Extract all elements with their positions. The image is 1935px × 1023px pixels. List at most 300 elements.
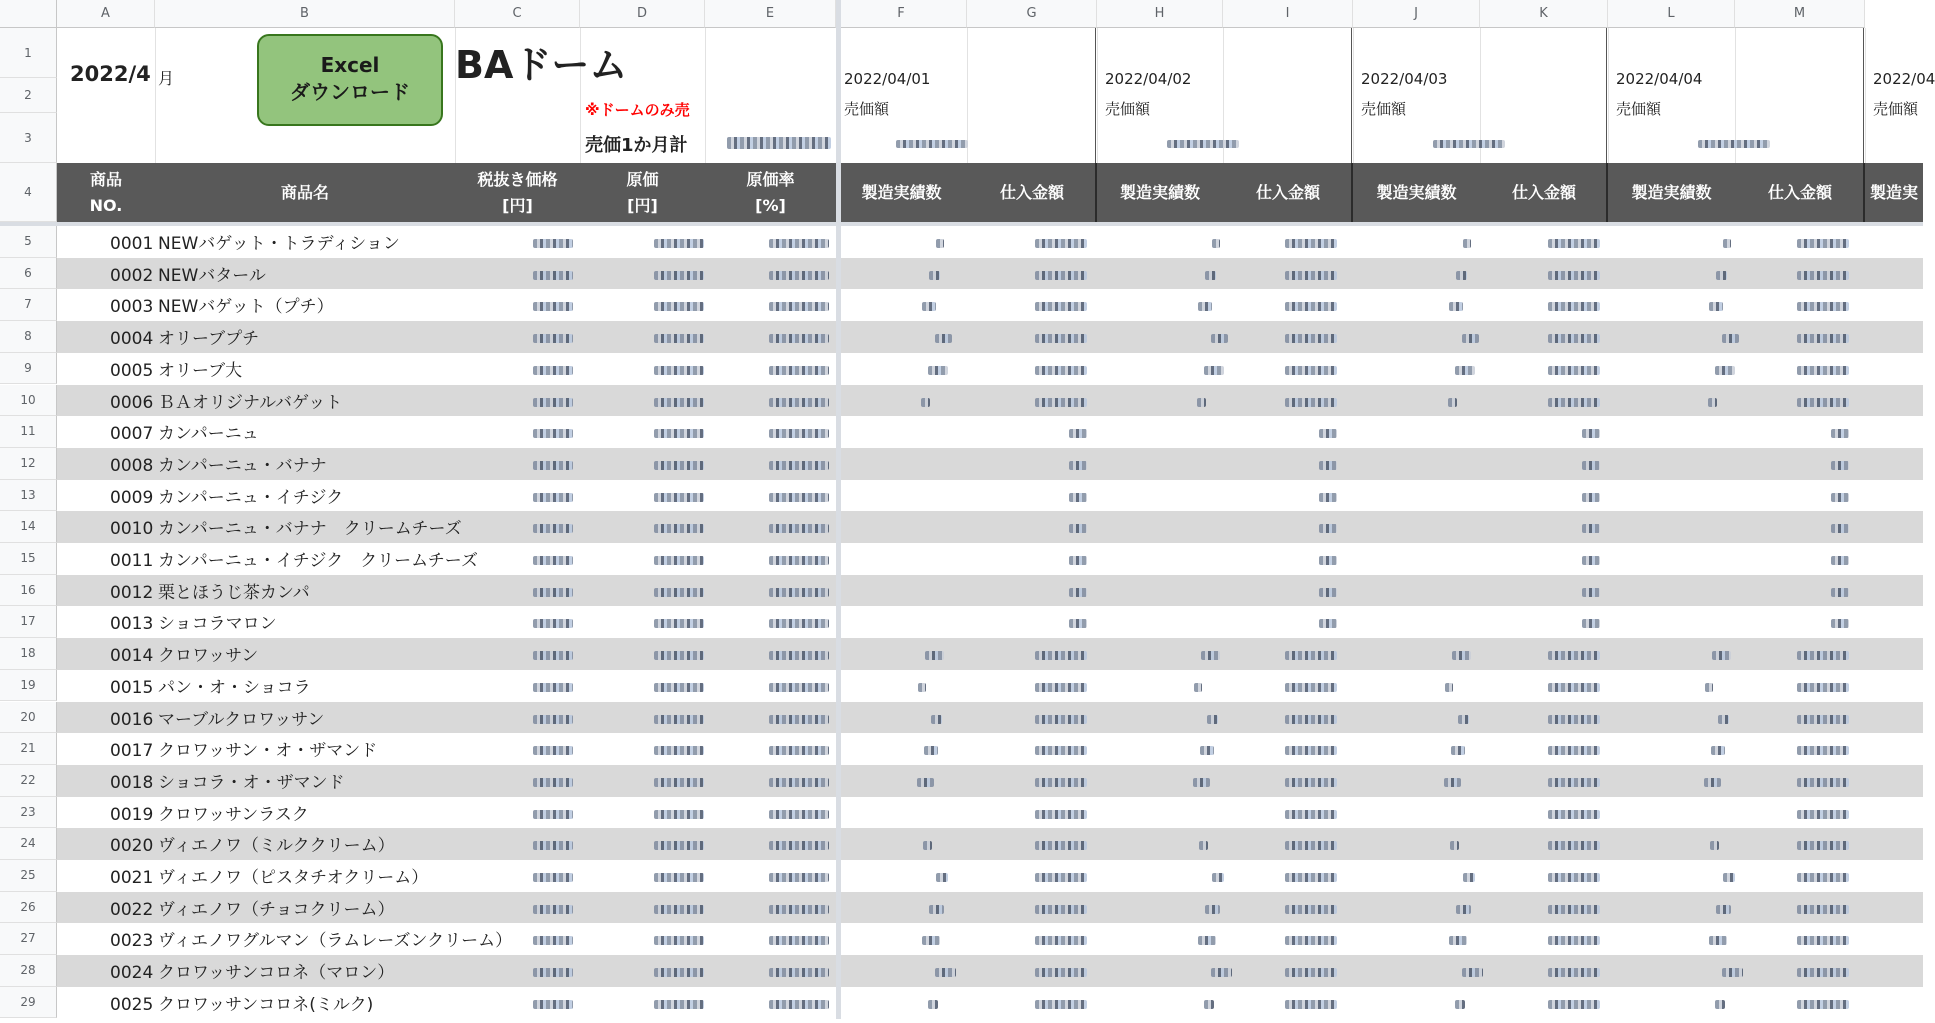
purchase-amount-value[interactable] xyxy=(1035,1000,1087,1009)
product-no[interactable]: 0013 xyxy=(110,614,154,635)
table-row[interactable] xyxy=(57,416,1923,448)
product-name[interactable]: クロワッサンラスク xyxy=(158,804,309,825)
table-row[interactable] xyxy=(57,923,1923,955)
purchase-amount-value[interactable] xyxy=(1797,398,1849,407)
purchase-amount-value[interactable] xyxy=(1797,239,1849,248)
cost-rate-value[interactable] xyxy=(769,334,829,343)
column-header-L[interactable]: L xyxy=(1608,0,1735,28)
cost-rate-value[interactable] xyxy=(769,1000,829,1009)
day-date[interactable]: 2022/04/02 xyxy=(1105,70,1192,88)
purchase-amount-value[interactable] xyxy=(1035,746,1087,755)
product-name[interactable]: マーブルクロワッサン xyxy=(158,709,325,730)
purchase-amount-value[interactable] xyxy=(1582,556,1600,565)
cost-rate-value[interactable] xyxy=(769,683,829,692)
purchase-amount-value[interactable] xyxy=(1285,271,1337,280)
purchase-amount-value[interactable] xyxy=(1285,239,1337,248)
row-header-3[interactable]: 3 xyxy=(0,113,57,163)
product-name[interactable]: NEWバゲット・トラディション xyxy=(158,234,400,254)
product-no[interactable]: 0007 xyxy=(110,424,154,445)
product-no[interactable]: 0023 xyxy=(110,931,154,952)
table-row[interactable] xyxy=(57,670,1923,702)
purchase-amount-value[interactable] xyxy=(1548,651,1600,660)
cost-value[interactable] xyxy=(654,302,704,311)
purchase-amount-value[interactable] xyxy=(1548,302,1600,311)
purchase-amount-value[interactable] xyxy=(1035,968,1087,977)
price-value[interactable] xyxy=(533,398,573,407)
row-header-2[interactable]: 2 xyxy=(0,78,57,113)
production-count-value[interactable] xyxy=(925,651,944,660)
column-header-I[interactable]: I xyxy=(1223,0,1353,28)
production-count-value[interactable] xyxy=(1723,239,1731,248)
purchase-amount-value[interactable] xyxy=(1285,905,1337,914)
product-no[interactable]: 0014 xyxy=(110,646,154,667)
cost-rate-value[interactable] xyxy=(769,429,829,438)
cost-rate-value[interactable] xyxy=(769,239,829,248)
price-value[interactable] xyxy=(533,239,573,248)
row-header-11[interactable]: 11 xyxy=(0,416,57,448)
row-header-22[interactable]: 22 xyxy=(0,765,57,797)
product-name[interactable]: ショコラマロン xyxy=(158,614,277,635)
purchase-amount-value[interactable] xyxy=(1035,271,1087,280)
production-count-value[interactable] xyxy=(918,683,926,692)
purchase-amount-value[interactable] xyxy=(1069,524,1087,533)
purchase-amount-value[interactable] xyxy=(1285,841,1337,850)
table-row[interactable] xyxy=(57,480,1923,512)
table-row[interactable] xyxy=(57,733,1923,765)
cost-rate-value[interactable] xyxy=(769,398,829,407)
row-header-7[interactable]: 7 xyxy=(0,289,57,321)
product-name[interactable]: クロワッサン・オ・ザマンド xyxy=(158,741,378,762)
row-header-21[interactable]: 21 xyxy=(0,733,57,765)
purchase-amount-value[interactable] xyxy=(1285,366,1337,375)
table-row[interactable] xyxy=(57,828,1923,860)
product-no[interactable]: 0019 xyxy=(110,804,154,825)
cost-value[interactable] xyxy=(654,524,704,533)
production-count-value[interactable] xyxy=(1205,905,1220,914)
frozen-row-divider[interactable] xyxy=(0,222,1923,226)
table-row[interactable] xyxy=(57,606,1923,638)
product-name[interactable]: ショコラ・オ・ザマンド xyxy=(158,772,345,793)
purchase-amount-value[interactable] xyxy=(1285,810,1337,819)
product-no[interactable]: 0004 xyxy=(110,329,154,350)
purchase-amount-value[interactable] xyxy=(1548,334,1600,343)
cost-rate-value[interactable] xyxy=(769,271,829,280)
price-value[interactable] xyxy=(533,873,573,882)
product-no[interactable]: 0002 xyxy=(110,265,154,286)
production-count-value[interactable] xyxy=(1194,683,1202,692)
purchase-amount-value[interactable] xyxy=(1797,905,1849,914)
product-name[interactable]: ヴィエノワ（チョコクリーム） xyxy=(158,899,395,920)
purchase-amount-value[interactable] xyxy=(1548,778,1600,787)
purchase-amount-value[interactable] xyxy=(1035,398,1087,407)
purchase-amount-value[interactable] xyxy=(1319,493,1337,502)
cost-rate-value[interactable] xyxy=(769,651,829,660)
cost-value[interactable] xyxy=(654,746,704,755)
price-value[interactable] xyxy=(533,651,573,660)
production-count-value[interactable] xyxy=(1456,905,1471,914)
row-header-20[interactable]: 20 xyxy=(0,702,57,734)
column-header-E[interactable]: E xyxy=(705,0,836,28)
cost-rate-value[interactable] xyxy=(769,493,829,502)
purchase-amount-value[interactable] xyxy=(1035,841,1087,850)
production-count-value[interactable] xyxy=(1722,334,1739,343)
product-name[interactable]: カンパーニュ xyxy=(158,424,259,445)
purchase-amount-value[interactable] xyxy=(1548,810,1600,819)
cost-rate-value[interactable] xyxy=(769,524,829,533)
production-count-value[interactable] xyxy=(1463,239,1471,248)
price-value[interactable] xyxy=(533,683,573,692)
purchase-amount-value[interactable] xyxy=(1797,715,1849,724)
cost-value[interactable] xyxy=(654,715,704,724)
production-count-value[interactable] xyxy=(1723,873,1735,882)
production-count-value[interactable] xyxy=(1207,715,1218,724)
cost-rate-value[interactable] xyxy=(769,905,829,914)
purchase-amount-value[interactable] xyxy=(1797,810,1849,819)
product-name[interactable]: カンパーニュ・イチジク クリームチーズ xyxy=(158,551,478,571)
purchase-amount-value[interactable] xyxy=(1548,239,1600,248)
price-value[interactable] xyxy=(533,841,573,850)
purchase-amount-value[interactable] xyxy=(1831,524,1849,533)
price-value[interactable] xyxy=(533,429,573,438)
production-count-value[interactable] xyxy=(1449,302,1463,311)
purchase-amount-value[interactable] xyxy=(1285,651,1337,660)
production-count-value[interactable] xyxy=(1445,683,1453,692)
purchase-amount-value[interactable] xyxy=(1548,271,1600,280)
purchase-amount-value[interactable] xyxy=(1831,619,1849,628)
product-name[interactable]: ヴィエノワグルマン（ラムレーズンクリーム） xyxy=(158,931,513,952)
production-count-value[interactable] xyxy=(923,841,932,850)
product-name[interactable]: NEWバタール xyxy=(158,265,266,286)
production-count-value[interactable] xyxy=(928,366,948,375)
column-header-F[interactable]: F xyxy=(836,0,967,28)
cost-rate-value[interactable] xyxy=(769,968,829,977)
cost-value[interactable] xyxy=(654,778,704,787)
price-value[interactable] xyxy=(533,778,573,787)
product-no[interactable]: 0008 xyxy=(110,455,154,476)
price-value[interactable] xyxy=(533,746,573,755)
cost-value[interactable] xyxy=(654,1000,704,1009)
production-count-value[interactable] xyxy=(1710,841,1719,850)
product-no[interactable]: 0012 xyxy=(110,582,154,603)
purchase-amount-value[interactable] xyxy=(1831,461,1849,470)
row-header-13[interactable]: 13 xyxy=(0,480,57,512)
day-date[interactable]: 2022/04/01 xyxy=(844,70,931,88)
purchase-amount-value[interactable] xyxy=(1797,366,1849,375)
purchase-amount-value[interactable] xyxy=(1285,683,1337,692)
row-header-19[interactable]: 19 xyxy=(0,670,57,702)
cost-value[interactable] xyxy=(654,905,704,914)
product-name[interactable]: ＢＡオリジナルバゲット xyxy=(158,392,343,413)
price-value[interactable] xyxy=(533,493,573,502)
price-value[interactable] xyxy=(533,366,573,375)
row-header-17[interactable]: 17 xyxy=(0,606,57,638)
production-count-value[interactable] xyxy=(931,715,942,724)
production-count-value[interactable] xyxy=(1211,334,1228,343)
production-count-value[interactable] xyxy=(1444,778,1461,787)
purchase-amount-value[interactable] xyxy=(1831,588,1849,597)
purchase-amount-value[interactable] xyxy=(1285,873,1337,882)
cost-rate-value[interactable] xyxy=(769,588,829,597)
production-count-value[interactable] xyxy=(1455,1000,1465,1009)
cost-value[interactable] xyxy=(654,619,704,628)
product-name[interactable]: クロワッサンコロネ（マロン） xyxy=(158,963,395,984)
column-header-B[interactable]: B xyxy=(155,0,455,28)
product-name[interactable]: カンパーニュ・バナナ xyxy=(158,455,327,476)
product-no[interactable]: 0015 xyxy=(110,677,154,698)
product-no[interactable]: 0006 xyxy=(110,392,154,413)
product-name[interactable]: 栗とほうじ茶カンパ xyxy=(158,582,310,603)
select-all-corner[interactable] xyxy=(0,0,57,28)
purchase-amount-value[interactable] xyxy=(1319,619,1337,628)
price-value[interactable] xyxy=(533,905,573,914)
purchase-amount-value[interactable] xyxy=(1582,619,1600,628)
price-value[interactable] xyxy=(533,810,573,819)
purchase-amount-value[interactable] xyxy=(1319,461,1337,470)
purchase-amount-value[interactable] xyxy=(1069,619,1087,628)
frozen-column-divider[interactable] xyxy=(836,0,841,1019)
purchase-amount-value[interactable] xyxy=(1319,429,1337,438)
purchase-amount-value[interactable] xyxy=(1069,493,1087,502)
production-count-value[interactable] xyxy=(1715,366,1735,375)
row-header-24[interactable]: 24 xyxy=(0,828,57,860)
product-name[interactable]: カンパーニュ・イチジク xyxy=(158,487,344,508)
table-row[interactable] xyxy=(57,511,1923,543)
production-count-value[interactable] xyxy=(1451,746,1465,755)
purchase-amount-value[interactable] xyxy=(1797,746,1849,755)
cost-value[interactable] xyxy=(654,651,704,660)
product-name[interactable]: カンパーニュ・バナナ クリームチーズ xyxy=(158,519,462,540)
production-count-value[interactable] xyxy=(935,968,956,977)
purchase-amount-value[interactable] xyxy=(1069,429,1087,438)
table-row[interactable] xyxy=(57,955,1923,987)
purchase-amount-value[interactable] xyxy=(1582,588,1600,597)
production-count-value[interactable] xyxy=(1709,302,1723,311)
product-no[interactable]: 0018 xyxy=(110,772,154,793)
column-header-D[interactable]: D xyxy=(580,0,705,28)
product-no[interactable]: 0016 xyxy=(110,709,154,730)
product-no[interactable]: 0011 xyxy=(110,551,154,571)
production-count-value[interactable] xyxy=(1722,968,1743,977)
purchase-amount-value[interactable] xyxy=(1035,936,1087,945)
production-count-value[interactable] xyxy=(1448,398,1457,407)
price-value[interactable] xyxy=(533,334,573,343)
production-count-value[interactable] xyxy=(1198,302,1212,311)
purchase-amount-value[interactable] xyxy=(1069,588,1087,597)
production-count-value[interactable] xyxy=(1198,936,1216,945)
table-row[interactable] xyxy=(57,860,1923,892)
purchase-amount-value[interactable] xyxy=(1797,334,1849,343)
production-count-value[interactable] xyxy=(936,873,948,882)
production-count-value[interactable] xyxy=(1708,398,1717,407)
purchase-amount-value[interactable] xyxy=(1319,556,1337,565)
cost-value[interactable] xyxy=(654,461,704,470)
cost-rate-value[interactable] xyxy=(769,841,829,850)
purchase-amount-value[interactable] xyxy=(1797,841,1849,850)
product-name[interactable]: クロワッサン xyxy=(158,646,259,667)
cost-rate-value[interactable] xyxy=(769,715,829,724)
row-header-6[interactable]: 6 xyxy=(0,258,57,290)
purchase-amount-value[interactable] xyxy=(1548,746,1600,755)
product-no[interactable]: 0001 xyxy=(110,234,154,254)
purchase-amount-value[interactable] xyxy=(1797,1000,1849,1009)
cost-value[interactable] xyxy=(654,429,704,438)
purchase-amount-value[interactable] xyxy=(1548,968,1600,977)
purchase-amount-value[interactable] xyxy=(1035,778,1087,787)
table-row[interactable] xyxy=(57,987,1923,1019)
production-count-value[interactable] xyxy=(1452,651,1471,660)
price-value[interactable] xyxy=(533,271,573,280)
purchase-amount-value[interactable] xyxy=(1548,683,1600,692)
row-header-12[interactable]: 12 xyxy=(0,448,57,480)
purchase-amount-value[interactable] xyxy=(1035,873,1087,882)
price-value[interactable] xyxy=(533,715,573,724)
production-count-value[interactable] xyxy=(1205,271,1216,280)
excel-download-button[interactable] xyxy=(257,34,443,126)
production-count-value[interactable] xyxy=(1201,651,1220,660)
production-count-value[interactable] xyxy=(1462,334,1479,343)
row-header-25[interactable]: 25 xyxy=(0,860,57,892)
purchase-amount-value[interactable] xyxy=(1035,810,1087,819)
cost-value[interactable] xyxy=(654,936,704,945)
production-count-value[interactable] xyxy=(928,1000,938,1009)
product-name[interactable]: ヴィエノワ（ピスタチオクリーム） xyxy=(158,868,429,888)
purchase-amount-value[interactable] xyxy=(1831,556,1849,565)
column-header-H[interactable]: H xyxy=(1097,0,1223,28)
purchase-amount-value[interactable] xyxy=(1797,873,1849,882)
cost-value[interactable] xyxy=(654,556,704,565)
production-count-value[interactable] xyxy=(1716,271,1727,280)
production-count-value[interactable] xyxy=(1204,1000,1214,1009)
product-no[interactable]: 0021 xyxy=(110,868,154,888)
product-no[interactable]: 0020 xyxy=(110,836,154,857)
cost-rate-value[interactable] xyxy=(769,302,829,311)
production-count-value[interactable] xyxy=(922,302,936,311)
production-count-value[interactable] xyxy=(1204,366,1224,375)
purchase-amount-value[interactable] xyxy=(1285,1000,1337,1009)
column-header-G[interactable]: G xyxy=(967,0,1097,28)
production-count-value[interactable] xyxy=(1716,905,1731,914)
purchase-amount-value[interactable] xyxy=(1831,493,1849,502)
table-row[interactable] xyxy=(57,448,1923,480)
price-value[interactable] xyxy=(533,524,573,533)
purchase-amount-value[interactable] xyxy=(1285,334,1337,343)
column-header-M[interactable]: M xyxy=(1735,0,1865,28)
purchase-amount-value[interactable] xyxy=(1319,588,1337,597)
product-no[interactable]: 0009 xyxy=(110,487,154,508)
product-no[interactable]: 0017 xyxy=(110,741,154,762)
production-count-value[interactable] xyxy=(1456,271,1467,280)
table-row[interactable] xyxy=(57,638,1923,670)
cost-value[interactable] xyxy=(654,398,704,407)
production-count-value[interactable] xyxy=(1212,873,1224,882)
purchase-amount-value[interactable] xyxy=(1035,905,1087,914)
purchase-amount-value[interactable] xyxy=(1797,968,1849,977)
cost-value[interactable] xyxy=(654,968,704,977)
purchase-amount-value[interactable] xyxy=(1285,936,1337,945)
purchase-amount-value[interactable] xyxy=(1797,936,1849,945)
cost-rate-value[interactable] xyxy=(769,810,829,819)
purchase-amount-value[interactable] xyxy=(1035,651,1087,660)
purchase-amount-value[interactable] xyxy=(1548,366,1600,375)
price-value[interactable] xyxy=(533,619,573,628)
purchase-amount-value[interactable] xyxy=(1035,334,1087,343)
purchase-amount-value[interactable] xyxy=(1069,461,1087,470)
purchase-amount-value[interactable] xyxy=(1797,651,1849,660)
product-no[interactable]: 0025 xyxy=(110,994,154,1015)
row-header-8[interactable]: 8 xyxy=(0,321,57,353)
column-header-C[interactable]: C xyxy=(455,0,580,28)
production-count-value[interactable] xyxy=(1200,746,1214,755)
production-count-value[interactable] xyxy=(1711,746,1725,755)
production-count-value[interactable] xyxy=(1715,1000,1725,1009)
purchase-amount-value[interactable] xyxy=(1797,302,1849,311)
row-header-1[interactable]: 1 xyxy=(0,28,57,78)
price-value[interactable] xyxy=(533,302,573,311)
table-row[interactable] xyxy=(57,892,1923,924)
price-value[interactable] xyxy=(533,968,573,977)
cost-rate-value[interactable] xyxy=(769,619,829,628)
product-no[interactable]: 0003 xyxy=(110,297,154,318)
purchase-amount-value[interactable] xyxy=(1035,715,1087,724)
table-row[interactable] xyxy=(57,321,1923,353)
purchase-amount-value[interactable] xyxy=(1285,778,1337,787)
production-count-value[interactable] xyxy=(935,334,952,343)
day-date[interactable]: 2022/04/04 xyxy=(1616,70,1703,88)
production-count-value[interactable] xyxy=(1709,936,1727,945)
purchase-amount-value[interactable] xyxy=(1548,936,1600,945)
production-count-value[interactable] xyxy=(929,905,944,914)
purchase-amount-value[interactable] xyxy=(1035,683,1087,692)
row-header-16[interactable]: 16 xyxy=(0,575,57,607)
production-count-value[interactable] xyxy=(1462,968,1483,977)
production-count-value[interactable] xyxy=(922,936,940,945)
purchase-amount-value[interactable] xyxy=(1582,429,1600,438)
production-count-value[interactable] xyxy=(924,746,938,755)
cost-rate-value[interactable] xyxy=(769,366,829,375)
table-row[interactable] xyxy=(57,289,1923,321)
purchase-amount-value[interactable] xyxy=(1831,429,1849,438)
purchase-amount-value[interactable] xyxy=(1582,493,1600,502)
cost-value[interactable] xyxy=(654,873,704,882)
product-name[interactable]: NEWバゲット（プチ） xyxy=(158,297,334,318)
purchase-amount-value[interactable] xyxy=(1548,905,1600,914)
purchase-amount-value[interactable] xyxy=(1285,715,1337,724)
row-header-15[interactable]: 15 xyxy=(0,543,57,575)
cost-value[interactable] xyxy=(654,810,704,819)
purchase-amount-value[interactable] xyxy=(1285,302,1337,311)
cost-value[interactable] xyxy=(654,334,704,343)
cost-rate-value[interactable] xyxy=(769,556,829,565)
purchase-amount-value[interactable] xyxy=(1285,398,1337,407)
product-name[interactable]: パン・オ・ショコラ xyxy=(158,677,311,698)
cost-value[interactable] xyxy=(654,271,704,280)
column-header-A[interactable]: A xyxy=(57,0,155,28)
row-header-26[interactable]: 26 xyxy=(0,892,57,924)
column-header-J[interactable]: J xyxy=(1353,0,1480,28)
row-header-27[interactable]: 27 xyxy=(0,923,57,955)
production-count-value[interactable] xyxy=(921,398,930,407)
cost-value[interactable] xyxy=(654,683,704,692)
cost-value[interactable] xyxy=(654,841,704,850)
cost-value[interactable] xyxy=(654,493,704,502)
table-row[interactable] xyxy=(57,765,1923,797)
purchase-amount-value[interactable] xyxy=(1582,461,1600,470)
purchase-amount-value[interactable] xyxy=(1797,271,1849,280)
cost-rate-value[interactable] xyxy=(769,461,829,470)
table-row[interactable] xyxy=(57,353,1923,385)
cost-rate-value[interactable] xyxy=(769,873,829,882)
purchase-amount-value[interactable] xyxy=(1548,715,1600,724)
